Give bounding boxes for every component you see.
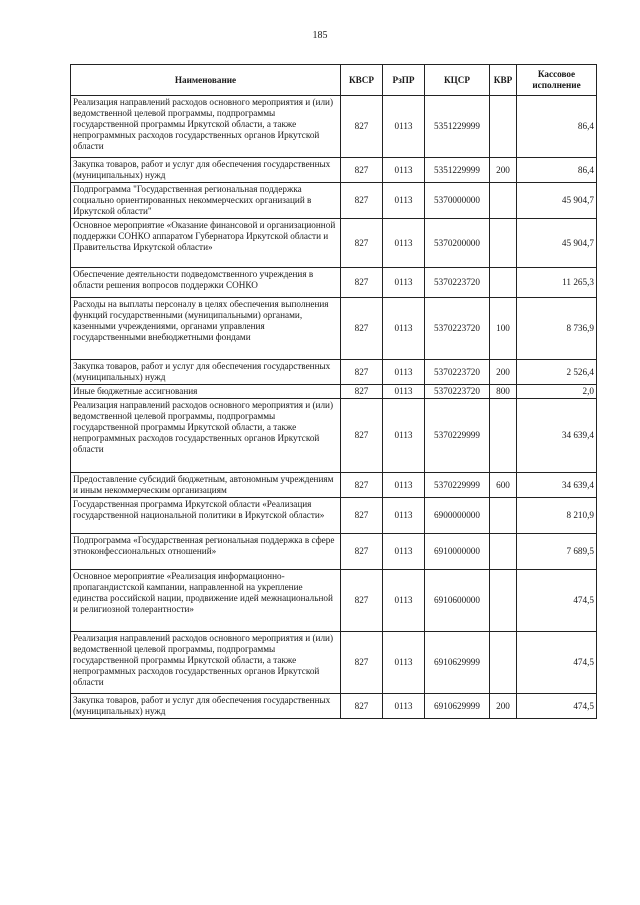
cell-name: Подпрограмма "Государственная региональная поддержка социально ориентированных некоммерческих организаций в Иркутской области" — [71, 183, 341, 219]
cell-kcsr: 6910600000 — [425, 570, 490, 632]
cell-kvsr: 827 — [341, 632, 383, 694]
cell-kvsr: 827 — [341, 183, 383, 219]
cell-amount: 474,5 — [517, 632, 597, 694]
table-row — [71, 632, 597, 694]
header-name: Наименование — [71, 65, 341, 96]
table-row — [71, 694, 597, 719]
cell-amount: 34 639,4 — [517, 399, 597, 473]
cell-name: Подпрограмма «Государственная региональная поддержка в сфере этноконфессиональных отношений» — [71, 534, 341, 570]
cell-name: Закупка товаров, работ и услуг для обеспечения государственных (муниципальных) нужд — [71, 694, 341, 719]
cell-name: Реализация направлений расходов основного мероприятия и (или) ведомственной целевой программы, подпрограммы государственной программы Иркутской области, а также непрограммных расходов государственных органов Иркутской области — [71, 399, 341, 473]
table-row — [71, 385, 597, 399]
cell-rzpr: 0113 — [383, 96, 425, 158]
cell-kcsr: 5370223720 — [425, 298, 490, 360]
table-row — [71, 473, 597, 498]
cell-rzpr: 0113 — [383, 219, 425, 268]
cell-amount: 11 265,3 — [517, 268, 597, 298]
cell-name: Расходы на выплаты персоналу в целях обеспечения выполнения функций государственными (муниципальными) органами, казенными учреждениями, органами управления государственными внебюджетными фондами — [71, 298, 341, 360]
cell-rzpr: 0113 — [383, 632, 425, 694]
cell-kvsr: 827 — [341, 473, 383, 498]
cell-name: Государственная программа Иркутской области «Реализация государственной национальной политики в Иркутской области» — [71, 498, 341, 534]
cell-rzpr: 0113 — [383, 473, 425, 498]
header-kvr: КВР — [490, 65, 517, 96]
cell-kvr: 600 — [490, 473, 517, 498]
cell-name: Основное мероприятие «Реализация информационно-пропагандистской кампании, направленной на укрепление единства российской нации, продвижение идей межнациональной и религиозной толерантности» — [71, 570, 341, 632]
header-kvsr: КВСР — [341, 65, 383, 96]
cell-rzpr: 0113 — [383, 498, 425, 534]
page-number: 185 — [312, 30, 328, 41]
cell-name: Предоставление субсидий бюджетным, автономным учреждениям и иным некоммерческим организациям — [71, 473, 341, 498]
cell-kcsr: 5370229999 — [425, 473, 490, 498]
cell-kvr: 200 — [490, 360, 517, 385]
cell-rzpr: 0113 — [383, 534, 425, 570]
table-row — [71, 399, 597, 473]
table-row — [71, 158, 597, 183]
cell-amount: 45 904,7 — [517, 183, 597, 219]
cell-kcsr: 6910629999 — [425, 694, 490, 719]
cell-rzpr: 0113 — [383, 385, 425, 399]
cell-kvsr: 827 — [341, 570, 383, 632]
cell-amount: 34 639,4 — [517, 473, 597, 498]
cell-name: Реализация направлений расходов основного мероприятия и (или) ведомственной целевой программы, подпрограммы государственной программы Иркутской области, а также непрограммных расходов государственных органов Иркутской области — [71, 632, 341, 694]
cell-kcsr: 6910000000 — [425, 534, 490, 570]
table-row — [71, 298, 597, 360]
cell-kvsr: 827 — [341, 158, 383, 183]
cell-kvsr: 827 — [341, 694, 383, 719]
cell-name: Обеспечение деятельности подведомственного учреждения в области решения вопросов поддержки СОНКО — [71, 268, 341, 298]
header-kcsr: КЦСР — [425, 65, 490, 96]
cell-kvsr: 827 — [341, 298, 383, 360]
cell-kvr — [490, 268, 517, 298]
cell-kvr — [490, 399, 517, 473]
cell-kvr — [490, 498, 517, 534]
cell-kcsr: 5351229999 — [425, 158, 490, 183]
cell-kvsr: 827 — [341, 534, 383, 570]
cell-kcsr: 5370223720 — [425, 385, 490, 399]
cell-name: Закупка товаров, работ и услуг для обеспечения государственных (муниципальных) нужд — [71, 158, 341, 183]
cell-amount: 45 904,7 — [517, 219, 597, 268]
cell-kvr — [490, 570, 517, 632]
cell-kcsr: 5370200000 — [425, 219, 490, 268]
table-row — [71, 268, 597, 298]
budget-execution-table — [70, 64, 597, 719]
cell-amount: 8 210,9 — [517, 498, 597, 534]
cell-kcsr: 6910629999 — [425, 632, 490, 694]
cell-amount: 2,0 — [517, 385, 597, 399]
cell-rzpr: 0113 — [383, 268, 425, 298]
cell-kcsr: 5370223720 — [425, 360, 490, 385]
cell-kvr: 200 — [490, 694, 517, 719]
table-row — [71, 96, 597, 158]
cell-rzpr: 0113 — [383, 298, 425, 360]
table-row — [71, 498, 597, 534]
cell-rzpr: 0113 — [383, 570, 425, 632]
cell-name: Реализация направлений расходов основного мероприятия и (или) ведомственной целевой программы, подпрограммы государственной программы Иркутской области, а также непрограммных расходов государственных органов Иркутской области — [71, 96, 341, 158]
cell-amount: 2 526,4 — [517, 360, 597, 385]
cell-kvsr: 827 — [341, 498, 383, 534]
cell-amount: 474,5 — [517, 570, 597, 632]
cell-rzpr: 0113 — [383, 399, 425, 473]
cell-kvr: 100 — [490, 298, 517, 360]
table-row — [71, 183, 597, 219]
cell-kcsr: 5370000000 — [425, 183, 490, 219]
cell-kvsr: 827 — [341, 219, 383, 268]
cell-kvr — [490, 183, 517, 219]
cell-kcsr: 5351229999 — [425, 96, 490, 158]
cell-kvr — [490, 534, 517, 570]
cell-amount: 86,4 — [517, 158, 597, 183]
cell-rzpr: 0113 — [383, 360, 425, 385]
cell-amount: 474,5 — [517, 694, 597, 719]
cell-kvsr: 827 — [341, 96, 383, 158]
cell-kcsr: 5370229999 — [425, 399, 490, 473]
table-row — [71, 570, 597, 632]
cell-rzpr: 0113 — [383, 183, 425, 219]
cell-amount: 86,4 — [517, 96, 597, 158]
cell-kvr — [490, 632, 517, 694]
cell-rzpr: 0113 — [383, 158, 425, 183]
cell-kvr — [490, 219, 517, 268]
cell-amount: 7 689,5 — [517, 534, 597, 570]
cell-kvr: 800 — [490, 385, 517, 399]
table-row — [71, 219, 597, 268]
cell-amount: 8 736,9 — [517, 298, 597, 360]
table-row — [71, 534, 597, 570]
cell-kvsr: 827 — [341, 385, 383, 399]
cell-kvsr: 827 — [341, 399, 383, 473]
cell-kvr — [490, 96, 517, 158]
header-amount: Кассовое исполнение — [517, 65, 597, 96]
header-rzpr: РзПР — [383, 65, 425, 96]
cell-name: Закупка товаров, работ и услуг для обеспечения государственных (муниципальных) нужд — [71, 360, 341, 385]
cell-kvr: 200 — [490, 158, 517, 183]
cell-name: Иные бюджетные ассигнования — [71, 385, 341, 399]
table-header-row — [71, 65, 597, 96]
cell-kcsr: 6900000000 — [425, 498, 490, 534]
cell-kvsr: 827 — [341, 268, 383, 298]
cell-kvsr: 827 — [341, 360, 383, 385]
cell-kcsr: 5370223720 — [425, 268, 490, 298]
cell-rzpr: 0113 — [383, 694, 425, 719]
table-row — [71, 360, 597, 385]
cell-name: Основное мероприятие «Оказание финансовой и организационной поддержки СОНКО аппаратом Губернатора Иркутской области и Правительства Иркутской области» — [71, 219, 341, 268]
